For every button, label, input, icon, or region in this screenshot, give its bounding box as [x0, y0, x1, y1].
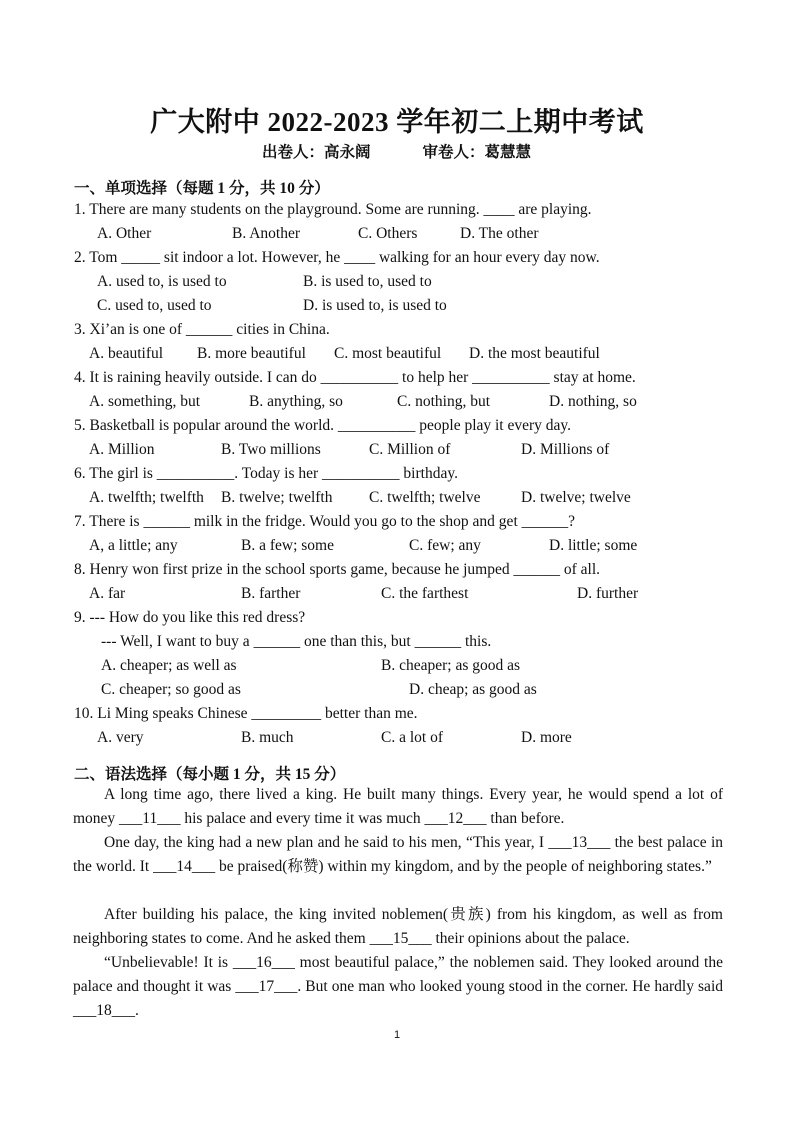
question-9: 9. --- How do you like this red dress? — [74, 609, 306, 626]
q8-option-a: A. far — [89, 585, 126, 602]
question-3: 3. Xi’an is one of ______ cities in China. — [74, 321, 330, 338]
question-6: 6. The girl is __________. Today is her __________ birthday. — [74, 465, 458, 482]
q9-option-d: D. cheap; as good as — [409, 681, 537, 698]
q5-option-c: C. Million of — [369, 441, 451, 458]
q3-option-d: D. the most beautiful — [469, 345, 600, 362]
setter-label: 出卷人：高永阔 — [262, 144, 371, 161]
q2-option-a: A. used to, is used to — [97, 273, 227, 290]
exam-title: 广大附中 2022-2023 学年初二上期中考试 — [150, 107, 644, 137]
q10-option-d: D. more — [521, 729, 572, 746]
q8-option-c: C. the farthest — [381, 585, 469, 602]
question-9-line-2: --- Well, I want to buy a ______ one than this, but ______ this. — [101, 633, 492, 650]
q9-option-b: B. cheaper; as good as — [381, 657, 521, 674]
question-10: 10. Li Ming speaks Chinese _________ better than me. — [74, 705, 418, 722]
q4-option-a: A. something, but — [89, 393, 201, 410]
passage-paragraph-3: After building his palace, the king invited noblemen(贵族) from his kingdom, as well as from neighboring states to come. And he asked them ___15___ their opinions about the palace. — [73, 906, 723, 947]
reviewer-label: 审卷人：葛慧慧 — [422, 144, 532, 161]
q1-option-d: D. The other — [460, 225, 539, 242]
q1-option-b: B. Another — [232, 225, 301, 242]
section-heading-2: 二、语法选择（每小题 1 分，共 15 分） — [74, 766, 346, 783]
q2-option-d: D. is used to, is used to — [303, 297, 447, 314]
q5-option-a: A. Million — [89, 441, 155, 458]
q4-option-b: B. anything, so — [249, 393, 343, 410]
question-4: 4. It is raining heavily outside. I can do __________ to help her __________ stay at home. — [74, 369, 636, 386]
q9-option-c: C. cheaper; so good as — [101, 681, 241, 698]
q9-option-a: A. cheaper; as well as — [101, 657, 237, 674]
question-2: 2. Tom _____ sit indoor a lot. However, he ____ walking for an hour every day now. — [74, 249, 600, 266]
q2-option-b: B. is used to, used to — [303, 273, 432, 290]
passage-paragraph-4: “Unbelievable! It is ___16___ most beautiful palace,” the noblemen said. They looked around the palace and thought it was ___17___. But one man who looked young stood in the corner. He hardly said ___18___. — [73, 954, 723, 1019]
question-1: 1. There are many students on the playground. Some are running. ____ are playing. — [74, 201, 592, 218]
q6-option-c: C. twelfth; twelve — [369, 489, 481, 506]
page-number: 1 — [393, 1029, 401, 1041]
question-8: 8. Henry won first prize in the school sports game, because he jumped ______ of all. — [74, 561, 601, 578]
q4-option-c: C. nothing, but — [397, 393, 491, 410]
q10-option-c: C. a lot of — [381, 729, 443, 746]
question-5: 5. Basketball is popular around the world. __________ people play it every day. — [74, 417, 572, 434]
q1-option-c: C. Others — [358, 225, 418, 242]
q7-option-b: B. a few; some — [241, 537, 334, 554]
q10-option-b: B. much — [241, 729, 294, 746]
section-heading-1: 一、单项选择（每题 1 分，共 10 分） — [74, 180, 330, 197]
q6-option-a: A. twelfth; twelfth — [89, 489, 204, 506]
q10-option-a: A. very — [97, 729, 144, 746]
exam-authors — [262, 140, 531, 162]
q6-option-b: B. twelve; twelfth — [221, 489, 333, 506]
q3-option-b: B. more beautiful — [197, 345, 306, 362]
q3-option-a: A. beautiful — [89, 345, 164, 362]
q1-option-a: A. Other — [97, 225, 152, 242]
q4-option-d: D. nothing, so — [549, 393, 637, 410]
q7-option-d: D. little; some — [549, 537, 638, 554]
q5-option-b: B. Two millions — [221, 441, 321, 458]
q2-option-c: C. used to, used to — [97, 297, 212, 314]
q7-option-c: C. few; any — [409, 537, 481, 554]
question-7: 7. There is ______ milk in the fridge. Would you go to the shop and get ______? — [74, 513, 576, 530]
q3-option-c: C. most beautiful — [334, 345, 442, 362]
q8-option-b: B. farther — [241, 585, 301, 602]
q8-option-d: D. further — [577, 585, 639, 602]
q6-option-d: D. twelve; twelve — [521, 489, 631, 506]
q7-option-a: A, a little; any — [89, 537, 178, 554]
passage-paragraph-1: A long time ago, there lived a king. He built many things. Every year, he would spend a lot of money ___11___ his palace and every time it was much ___12___ than before. — [73, 786, 723, 827]
q5-option-d: D. Millions of — [521, 441, 610, 458]
passage-paragraph-2: One day, the king had a new plan and he said to his men, “This year, I ___13___ the best palace in the world. It ___14___ be praised(称赞) within my kingdom, and by the people of neighboring states.” — [73, 834, 723, 875]
